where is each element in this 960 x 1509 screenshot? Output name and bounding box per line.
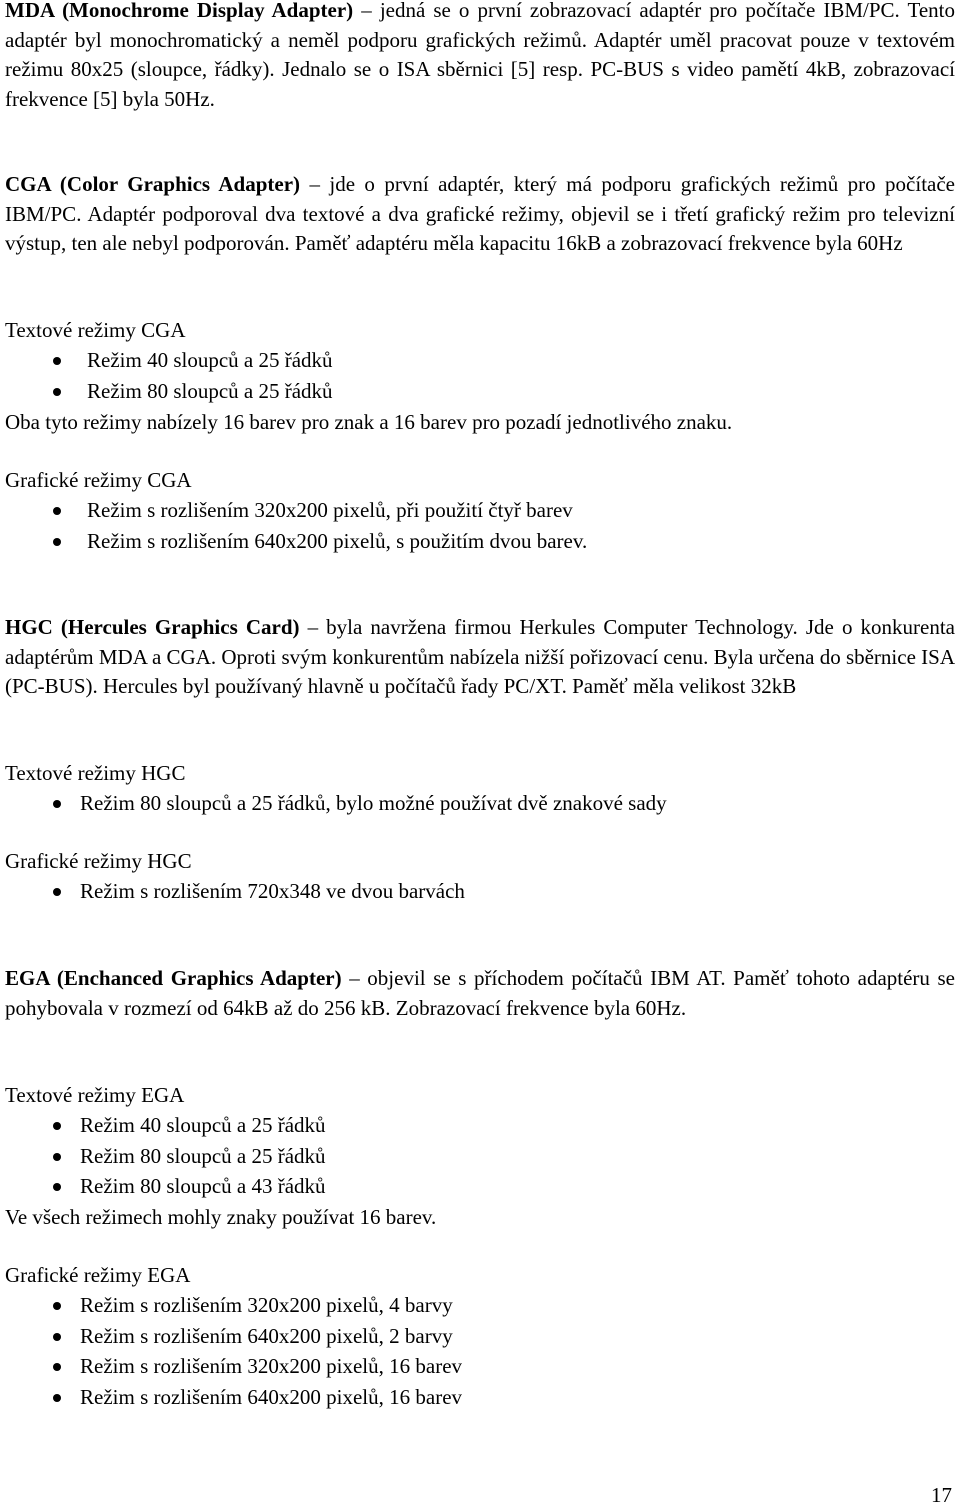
bullet-icon [53, 388, 61, 396]
hgc-dash: – [299, 615, 327, 639]
bullet-icon [53, 1363, 61, 1371]
mda-paragraph [5, 0, 955, 114]
hgc-paragraph [5, 613, 955, 702]
list-item: Režim s rozlišením 640x200 pixelů, 2 barvy [5, 1321, 955, 1352]
cga-paragraph [5, 170, 955, 259]
ega-dash: – [341, 966, 368, 990]
bullet-icon [53, 888, 61, 896]
hgc-text-modes-list [5, 788, 955, 819]
list-item: Režim 80 sloupců a 25 řádků [5, 1141, 955, 1172]
ega-graphics-modes-heading: Grafické režimy EGA [5, 1263, 191, 1287]
list-item: Režim s rozlišením 320x200 pixelů, 16 barev [5, 1351, 955, 1382]
hgc-graphics-modes-list [5, 876, 955, 907]
page-number: 17 [931, 1483, 952, 1507]
hgc-graphics-modes-heading: Grafické režimy HGC [5, 849, 192, 873]
cga-text: jde o první adaptér, který má podporu grafických režimů pro počítače IBM/PC. Adaptér podporoval dva textové a dva grafické režimy, objevil se i třetí grafický režim pro televizní výstup, ten ale nebyl podporován. Paměť adaptéru měla kapacitu 16kB a zobrazovací frekvence byla 60Hz [5, 172, 956, 255]
ega-text-modes-heading: Textové režimy EGA [5, 1083, 185, 1107]
bullet-icon [53, 1333, 61, 1341]
hgc-title: HGC (Hercules Graphics Card) [5, 615, 300, 639]
hgc-text: byla navržena firmou Herkules Computer Technology. Jde o konkurenta adaptérům MDA a CGA. Oproti svým konkurentům nabízela nižší pořizovací cenu. Byla určena do sběrnice ISA (PC-BUS). Hercules byl používaný hlavně u počítačů řady PC/XT. Paměť měla velikost 32kB [5, 615, 955, 698]
list-item: Režim s rozlišením 720x348 ve dvou barvách [5, 876, 955, 907]
bullet-icon [53, 1302, 61, 1310]
cga-dash: – [300, 172, 330, 196]
cga-text-modes-heading: Textové režimy CGA [5, 318, 186, 342]
bullet-icon [53, 538, 61, 546]
bullet-icon [53, 507, 61, 515]
list-item: Režim 80 sloupců a 25 řádků, bylo možné používat dvě znakové sady [5, 788, 955, 819]
ega-title: EGA (Enchanced Graphics Adapter) [5, 966, 342, 990]
ega-text: objevil se s příchodem počítačů IBM AT. Paměť tohoto adaptéru se pohybovala v rozmezí od 64kB až do 256 kB. Zobrazovací frekvence byla 60Hz. [5, 966, 956, 1020]
ega-text-note: Ve všech režimech mohly znaky používat 16 barev. [5, 1205, 437, 1229]
bullet-icon [53, 800, 61, 808]
bullet-icon [53, 1183, 61, 1191]
list-item: Režim s rozlišením 640x200 pixelů, s použitím dvou barev. [5, 526, 955, 557]
list-item: Režim s rozlišením 320x200 pixelů, při použití čtyř barev [5, 495, 955, 526]
list-item: Režim 40 sloupců a 25 řádků [5, 345, 955, 376]
list-item: Režim s rozlišením 640x200 pixelů, 16 barev [5, 1382, 955, 1413]
bullet-icon [53, 357, 61, 365]
bullet-icon [53, 1122, 61, 1130]
list-item: Režim 40 sloupců a 25 řádků [5, 1110, 955, 1141]
cga-text-note: Oba tyto režimy nabízely 16 barev pro znak a 16 barev pro pozadí jednotlivého znaku. [5, 410, 733, 434]
mda-dash: – [353, 0, 380, 22]
list-item: Režim 80 sloupců a 43 řádků [5, 1171, 955, 1202]
cga-graphics-modes-heading: Grafické režimy CGA [5, 468, 192, 492]
cga-title: CGA (Color Graphics Adapter) [5, 172, 301, 196]
mda-title: MDA (Monochrome Display Adapter) [5, 0, 354, 22]
list-item: Režim 80 sloupců a 25 řádků [5, 376, 955, 407]
ega-text-modes-list [5, 1110, 955, 1202]
cga-graphics-modes-list [5, 495, 955, 556]
hgc-text-modes-heading: Textové režimy HGC [5, 761, 186, 785]
bullet-icon [53, 1153, 61, 1161]
list-item: Režim s rozlišením 320x200 pixelů, 4 barvy [5, 1290, 955, 1321]
ega-paragraph [5, 964, 955, 1023]
cga-text-modes-list [5, 345, 955, 406]
mda-text: jedná se o první zobrazovací adaptér pro počítače IBM/PC. Tento adaptér byl monochromatický a neměl podporu grafických režimů. Adaptér uměl pracovat pouze v textovém režimu 80x25 (sloupce, řádky). Jednalo se o ISA sběrnici [5] resp. PC-BUS s video pamětí 4kB, zobrazovací frekvence [5] byla 50Hz. [5, 0, 956, 111]
bullet-icon [53, 1394, 61, 1402]
ega-graphics-modes-list [5, 1290, 955, 1412]
